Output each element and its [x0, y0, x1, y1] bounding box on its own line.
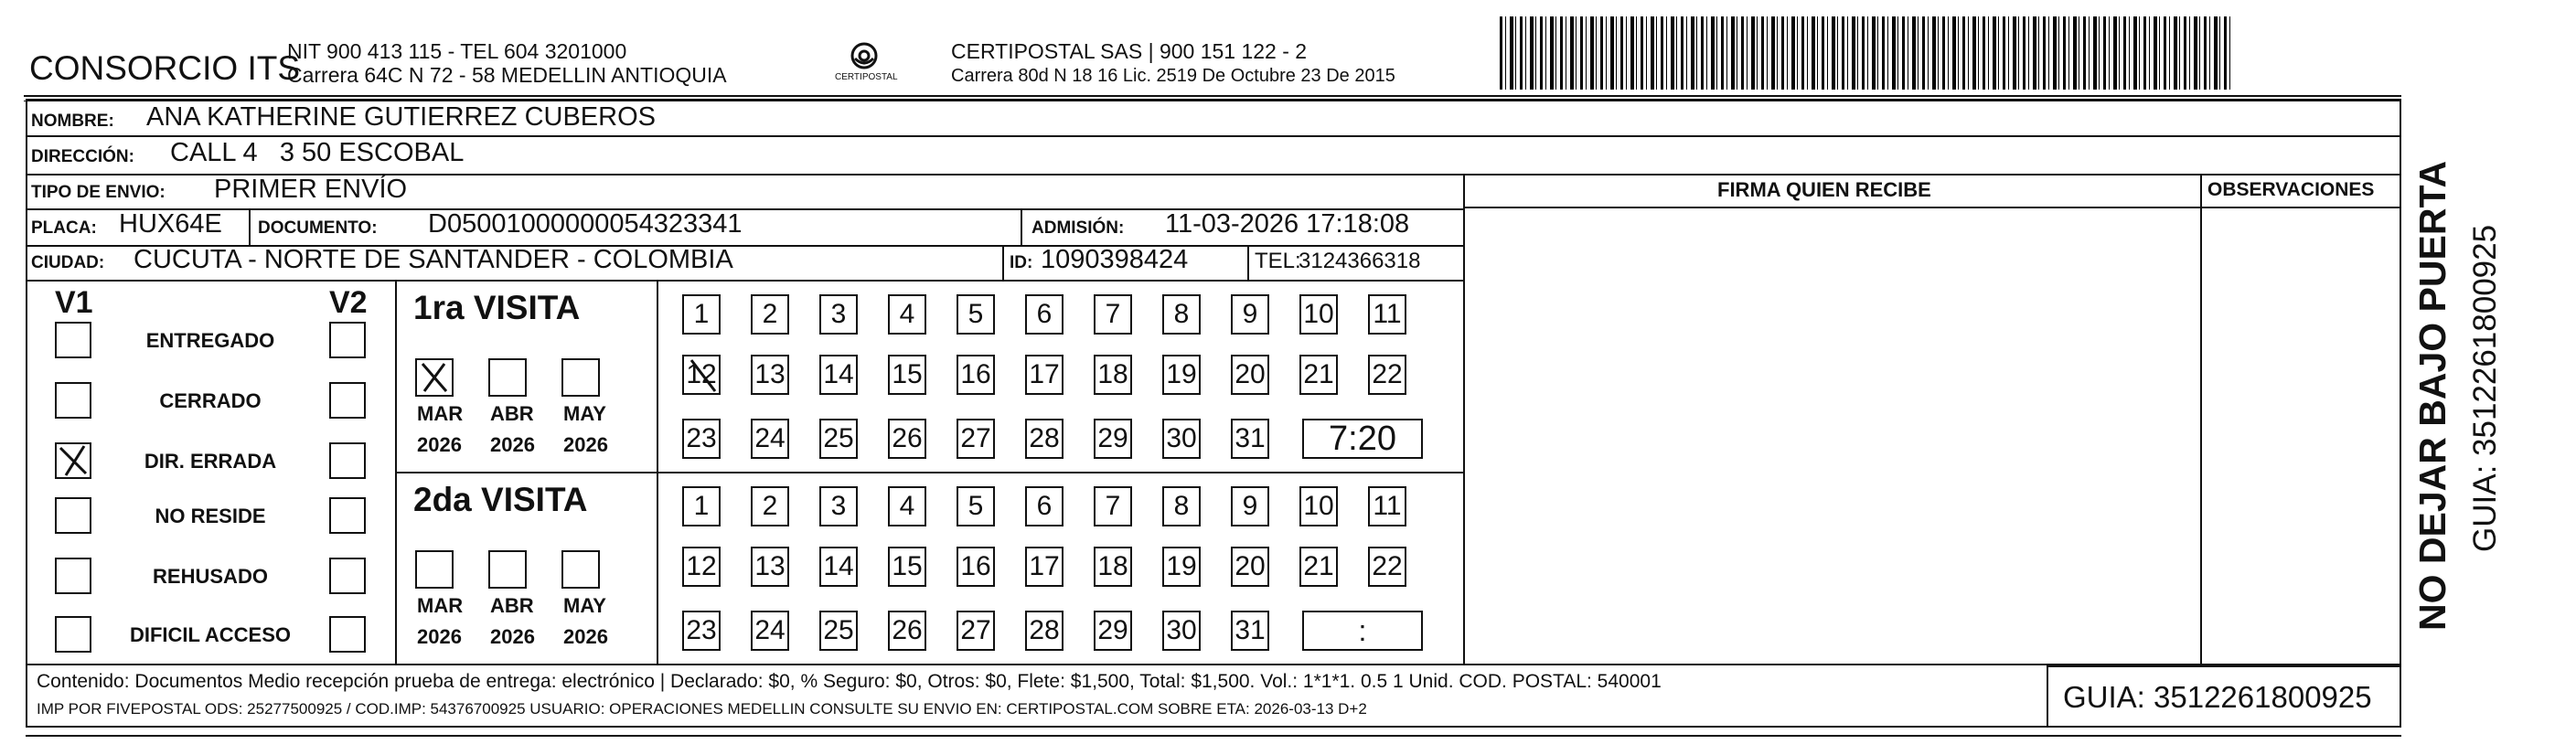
day-number: 5: [967, 491, 984, 521]
month-checkbox[interactable]: [561, 358, 600, 397]
day-number: 15: [892, 551, 923, 581]
logo-text: CERTIPOSTAL: [835, 72, 898, 82]
month-label: MAY: [563, 594, 606, 617]
day-box[interactable]: [751, 294, 789, 335]
day-number: 1: [693, 299, 710, 329]
year-label: 2026: [490, 625, 535, 648]
status-label: DIR. ERRADA: [144, 450, 277, 473]
month-checkbox[interactable]: [561, 550, 600, 589]
side-guia: GUIA: 3512261800925: [2467, 224, 2503, 552]
day-number: 11: [1373, 299, 1402, 329]
v1-checkbox[interactable]: [55, 442, 91, 479]
day-box[interactable]: [1162, 355, 1201, 395]
v1-label: V1: [55, 285, 93, 320]
day-box[interactable]: [1368, 355, 1406, 395]
placa-label: PLACA:: [31, 218, 97, 238]
day-number: 2: [762, 299, 778, 329]
day-number: 17: [1029, 359, 1060, 389]
day-box[interactable]: [1299, 547, 1338, 587]
day-number: 15: [892, 359, 923, 389]
day-box[interactable]: [957, 547, 995, 587]
day-box[interactable]: [1162, 547, 1201, 587]
day-number: 30: [1166, 615, 1197, 645]
month-checkbox[interactable]: [415, 358, 454, 397]
day-box[interactable]: [1094, 419, 1132, 459]
time-box[interactable]: [1302, 611, 1423, 651]
year-label: 2026: [417, 625, 462, 648]
month-label: MAR: [417, 402, 464, 425]
day-number: 26: [892, 615, 923, 645]
day-number: 28: [1029, 423, 1060, 453]
day-box[interactable]: [1162, 611, 1201, 651]
day-number: 22: [1372, 551, 1403, 581]
status-label: DIFICIL ACCESO: [129, 623, 291, 646]
divider: [1021, 208, 1022, 245]
day-box[interactable]: [682, 294, 721, 335]
side-notice: NO DEJAR BAJO PUERTA: [2411, 160, 2453, 631]
certipostal-logo: [828, 40, 901, 88]
time-value: :: [1358, 613, 1367, 647]
v2-checkbox[interactable]: [329, 497, 366, 534]
day-number: 6: [1036, 299, 1053, 329]
v2-label: V2: [329, 285, 368, 320]
day-number: 10: [1303, 299, 1334, 329]
documento-value: D05001000000054323341: [428, 209, 743, 239]
day-box[interactable]: [1025, 419, 1064, 459]
day-number: 21: [1303, 551, 1334, 581]
day-number: 21: [1303, 359, 1334, 389]
status-label: REHUSADO: [153, 565, 268, 588]
time-box[interactable]: [1302, 419, 1423, 459]
day-box[interactable]: [682, 611, 721, 651]
day-number: 17: [1029, 551, 1060, 581]
day-number: 4: [899, 491, 915, 521]
row-divider: [26, 135, 2401, 137]
day-box[interactable]: [888, 355, 926, 395]
day-number: 5: [967, 299, 984, 329]
day-box[interactable]: [957, 611, 995, 651]
first-visit-title: 1ra VISITA: [413, 289, 581, 326]
day-number: 20: [1235, 551, 1266, 581]
status-label: CERRADO: [159, 389, 262, 412]
day-box[interactable]: [1025, 547, 1064, 587]
day-box[interactable]: [957, 486, 995, 526]
day-box[interactable]: [751, 611, 789, 651]
direccion-value: CALL 4 3 50 ESCOBAL: [170, 138, 465, 167]
day-number: 6: [1036, 491, 1053, 521]
day-box[interactable]: [1094, 355, 1132, 395]
day-box[interactable]: [1025, 355, 1064, 395]
day-box[interactable]: [888, 486, 926, 526]
day-box[interactable]: [751, 419, 789, 459]
day-number: 28: [1029, 615, 1060, 645]
day-number: 24: [754, 423, 786, 453]
day-number: 27: [960, 423, 991, 453]
direccion-label: DIRECCIÓN:: [31, 147, 134, 166]
row-divider: [1463, 207, 2401, 208]
year-label: 2026: [563, 433, 608, 456]
day-box[interactable]: [682, 486, 721, 526]
tel-value: 3124366318: [1299, 249, 1421, 273]
company-nit-tel: NIT 900 413 115 - TEL 604 3201000: [287, 39, 627, 63]
day-number: 13: [754, 551, 786, 581]
tel-label: TEL:: [1255, 249, 1301, 273]
day-number: 18: [1097, 551, 1128, 581]
company-name: CONSORCIO ITS: [29, 49, 301, 87]
day-box[interactable]: [1094, 547, 1132, 587]
day-box[interactable]: [1094, 486, 1132, 526]
day-box[interactable]: [1231, 611, 1269, 651]
day-number: 30: [1166, 423, 1197, 453]
footer-contenido: Contenido: Documentos Medio recepción prueba de entrega: electrónico | Declarado: $0, % Seguro: $0, Otros: $0, Flete: $1,500, Total: $1,500. Vol.: 1*1*1. 0.5 1 Unid. COD. POSTAL: 540001: [37, 671, 1662, 692]
certipostal-license: Carrera 80d N 18 16 Lic. 2519 De Octubre 23 De 2015: [951, 66, 1395, 86]
day-box[interactable]: [682, 419, 721, 459]
day-number: 12: [686, 551, 717, 581]
v1-checkbox[interactable]: [55, 322, 91, 358]
row-divider: [26, 280, 1463, 282]
status-label: ENTREGADO: [145, 329, 275, 352]
cross-mark-icon: [684, 356, 721, 395]
day-box[interactable]: [1025, 486, 1064, 526]
day-box[interactable]: [1162, 486, 1201, 526]
day-box[interactable]: [957, 294, 995, 335]
day-number: 7: [1105, 299, 1121, 329]
certipostal-name: CERTIPOSTAL SAS | 900 151 122 - 2: [951, 39, 1308, 63]
day-box[interactable]: [819, 419, 858, 459]
day-number: 9: [1242, 299, 1258, 329]
day-box[interactable]: [888, 611, 926, 651]
day-box[interactable]: [1231, 486, 1269, 526]
day-box[interactable]: [819, 611, 858, 651]
day-box[interactable]: [1025, 294, 1064, 335]
day-box[interactable]: [1368, 486, 1406, 526]
firma-column-left: [1463, 174, 1465, 664]
day-box[interactable]: [1162, 419, 1201, 459]
firma-header: FIRMA QUIEN RECIBE: [1717, 178, 1931, 201]
ciudad-label: CIUDAD:: [31, 253, 105, 272]
day-number: 29: [1097, 423, 1128, 453]
day-number: 12: [686, 359, 717, 389]
day-box[interactable]: [1299, 294, 1338, 335]
day-number: 19: [1166, 551, 1197, 581]
day-number: 9: [1242, 491, 1258, 521]
v2-checkbox[interactable]: [329, 442, 366, 479]
year-label: 2026: [490, 433, 535, 456]
day-box[interactable]: [1162, 294, 1201, 335]
day-box[interactable]: [1368, 294, 1406, 335]
second-visit-title: 2da VISITA: [413, 481, 588, 518]
check-mark-icon: [57, 444, 90, 477]
placa-value: HUX64E: [119, 209, 222, 239]
month-label: MAR: [417, 594, 464, 617]
day-number: 31: [1235, 423, 1266, 453]
day-box[interactable]: [751, 486, 789, 526]
day-box[interactable]: [751, 355, 789, 395]
day-box[interactable]: [1231, 294, 1269, 335]
day-box[interactable]: [1231, 419, 1269, 459]
day-number: 18: [1097, 359, 1128, 389]
day-box[interactable]: [682, 355, 721, 395]
day-number: 19: [1166, 359, 1197, 389]
status-label: NO RESIDE: [155, 505, 266, 527]
day-box[interactable]: [819, 547, 858, 587]
bottom-rule: [26, 735, 2401, 737]
company-address: Carrera 64C N 72 - 58 MEDELLIN ANTIOQUIA: [287, 63, 727, 87]
day-number: 4: [899, 299, 915, 329]
day-box[interactable]: [888, 294, 926, 335]
visit-divider: [395, 472, 1463, 473]
day-number: 13: [754, 359, 786, 389]
v2-checkbox[interactable]: [329, 322, 366, 358]
day-box[interactable]: [1094, 611, 1132, 651]
divider: [1247, 245, 1249, 280]
footer-rule: [26, 664, 2401, 665]
day-number: 25: [823, 615, 854, 645]
day-box[interactable]: [1299, 486, 1338, 526]
day-number: 2: [762, 491, 778, 521]
day-number: 8: [1173, 491, 1190, 521]
day-box[interactable]: [819, 355, 858, 395]
day-box[interactable]: [888, 547, 926, 587]
day-number: 20: [1235, 359, 1266, 389]
day-box[interactable]: [1094, 294, 1132, 335]
year-label: 2026: [417, 433, 462, 456]
day-number: 29: [1097, 615, 1128, 645]
day-number: 16: [960, 551, 991, 581]
divider: [249, 208, 251, 245]
time-value: 7:20: [1329, 419, 1396, 458]
day-number: 25: [823, 423, 854, 453]
obs-column-left: [2200, 174, 2202, 664]
ciudad-value: CUCUTA - NORTE DE SANTANDER - COLOMBIA: [134, 245, 733, 274]
month-checkbox[interactable]: [488, 358, 527, 397]
admision-value: 11-03-2026 17:18:08: [1165, 209, 1410, 239]
v1-checkbox[interactable]: [55, 616, 91, 653]
v2-checkbox[interactable]: [329, 382, 366, 419]
day-box[interactable]: [819, 486, 858, 526]
v1-checkbox[interactable]: [55, 497, 91, 534]
tipo-envio-label: TIPO DE ENVIO:: [31, 183, 166, 202]
check-mark-icon: [417, 360, 452, 395]
day-box[interactable]: [1368, 547, 1406, 587]
month-label: ABR: [490, 402, 534, 425]
observaciones-header: OBSERVACIONES: [2207, 179, 2375, 200]
day-number: 11: [1373, 491, 1402, 521]
day-number: 7: [1105, 491, 1121, 521]
day-number: 23: [686, 615, 717, 645]
footer-impresion: IMP POR FIVEPOSTAL ODS: 25277500925 / COD.IMP: 54376700925 USUARIO: OPERACIONES MEDELLIN CONSULTE SU ENVIO EN: CERTIPOSTAL.COM SOBRE ETA: 2026-03-13 D+2: [37, 700, 1367, 718]
tipo-envio-value: PRIMER ENVÍO: [214, 175, 408, 204]
day-number: 14: [823, 551, 854, 581]
documento-label: DOCUMENTO:: [258, 218, 378, 238]
day-box[interactable]: [1299, 355, 1338, 395]
day-number: 31: [1235, 615, 1266, 645]
month-label: ABR: [490, 594, 534, 617]
day-box[interactable]: [819, 294, 858, 335]
barcode: [1500, 16, 2231, 90]
id-value: 1090398424: [1041, 245, 1189, 274]
day-box[interactable]: [1231, 547, 1269, 587]
day-box[interactable]: [1231, 355, 1269, 395]
day-number: 22: [1372, 359, 1403, 389]
year-label: 2026: [563, 625, 608, 648]
day-number: 3: [830, 299, 847, 329]
day-box[interactable]: [957, 355, 995, 395]
day-number: 1: [693, 491, 710, 521]
day-number: 3: [830, 491, 847, 521]
day-box[interactable]: [888, 419, 926, 459]
footer-guia: GUIA: 3512261800925: [2063, 680, 2372, 714]
admision-label: ADMISIÓN:: [1031, 218, 1125, 238]
month-label: MAY: [563, 402, 606, 425]
day-number: 24: [754, 615, 786, 645]
day-number: 16: [960, 359, 991, 389]
day-number: 14: [823, 359, 854, 389]
day-number: 23: [686, 423, 717, 453]
day-number: 26: [892, 423, 923, 453]
header-rule: [24, 95, 2401, 97]
day-number: 8: [1173, 299, 1190, 329]
nombre-label: NOMBRE:: [31, 112, 114, 131]
day-number: 10: [1303, 491, 1334, 521]
divider: [1002, 245, 1004, 280]
v2-checkbox[interactable]: [329, 558, 366, 594]
day-box[interactable]: [957, 419, 995, 459]
id-label: ID:: [1010, 253, 1033, 272]
v2-checkbox[interactable]: [329, 616, 366, 653]
day-number: 27: [960, 615, 991, 645]
v1-checkbox[interactable]: [55, 558, 91, 594]
day-box[interactable]: [751, 547, 789, 587]
day-box[interactable]: [1025, 611, 1064, 651]
month-checkbox[interactable]: [415, 550, 454, 589]
v1-checkbox[interactable]: [55, 382, 91, 419]
day-box[interactable]: [682, 547, 721, 587]
month-checkbox[interactable]: [488, 550, 527, 589]
nombre-value: ANA KATHERINE GUTIERREZ CUBEROS: [146, 102, 656, 132]
